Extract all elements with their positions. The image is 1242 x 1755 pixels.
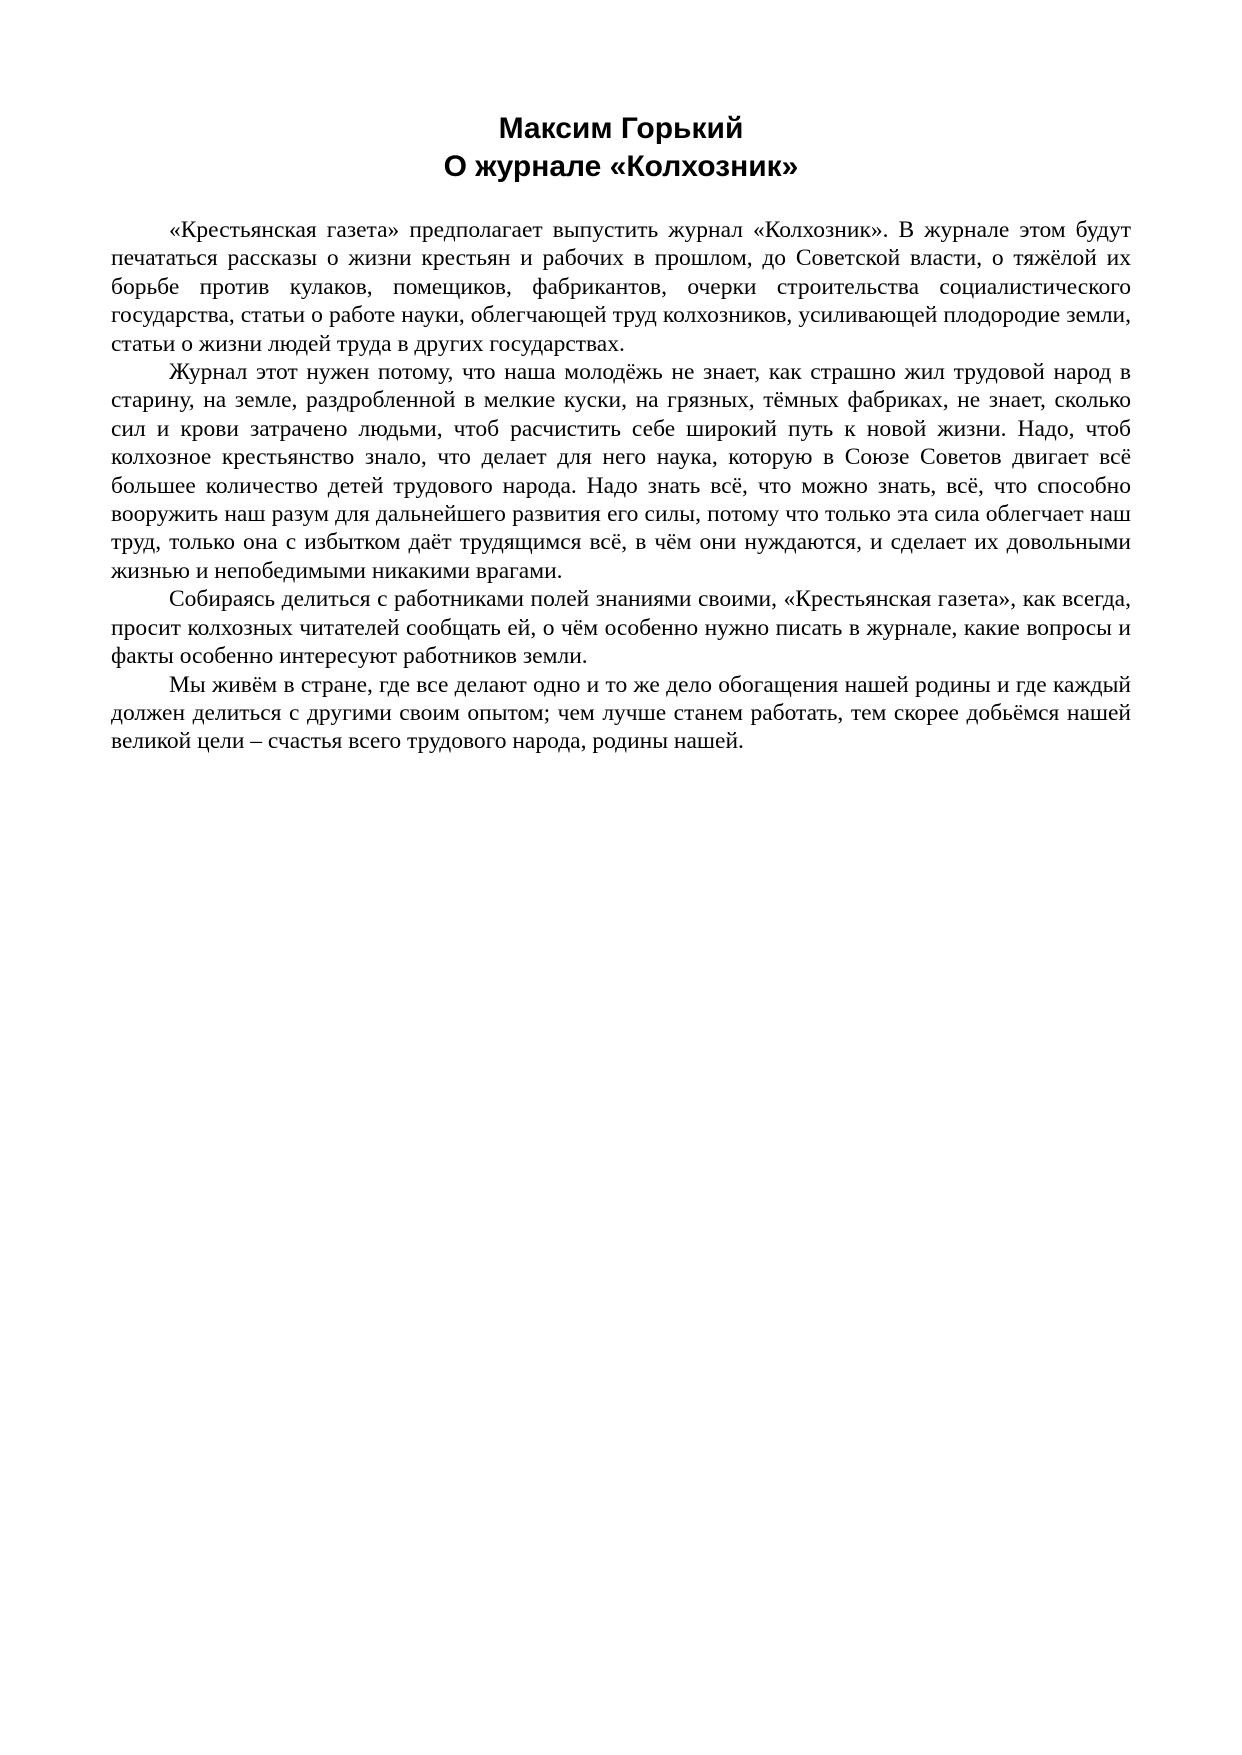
paragraph-1: «Крестьянская газета» предполагает выпустить журнал «Колхозник». В журнале этом будут печататься рассказы о жизни крестьян и рабочих в прошлом, до Советской власти, о тяжёлой их борьбе против кулаков, помещиков, фабрикантов, очерки строительства социалистического государства, статьи о работе науки, облегчающей труд колхозников, усиливающей плодородие земли, статьи о жизни людей труда в других государствах. xyxy=(111,217,1131,357)
document-title: О журнале «Колхозник» xyxy=(443,150,799,183)
paragraph-2: Журнал этот нужен потому, что наша молодёжь не знает, как страшно жил трудовой народ в старину, на земле, раздробленной в мелкие куски, на грязных, тёмных фабриках, не знает, сколько сил и крови затрачено людьми, чтоб расчистить себе широкий путь к новой жизни. Надо, чтоб колхозное крестьянство знало, что делает для него наука, которую в Союзе Советов двигает всё большее количество детей трудового народа. Надо знать всё, что можно знать, всё, что способно вооружить наш разум для дальнейшего развития его силы, потому что только эта сила облегчает наш труд, только она с избытком даёт трудящимся всё, в чём они нуждаются, и сделает их довольными жизнью и непобедимыми никакими врагами. xyxy=(111,359,1131,584)
document-header xyxy=(0,110,1242,186)
document-body xyxy=(111,216,1131,756)
paragraph-3: Собираясь делиться с работниками полей знаниями своими, «Крестьянская газета», как всегда, просит колхозных читателей сообщать ей, о чём особенно нужно писать в журнале, какие вопросы и факты особенно интересуют работников земли. xyxy=(111,586,1131,670)
paragraph-4: Мы живём в стране, где все делают одно и то же дело обогащения нашей родины и где каждый должен делиться с другими своим опытом; чем лучше станем работать, тем скорее добьёмся нашей великой цели – счастья всего трудового народа, родины нашей. xyxy=(111,671,1131,755)
author-name: Максим Горький xyxy=(498,112,744,145)
